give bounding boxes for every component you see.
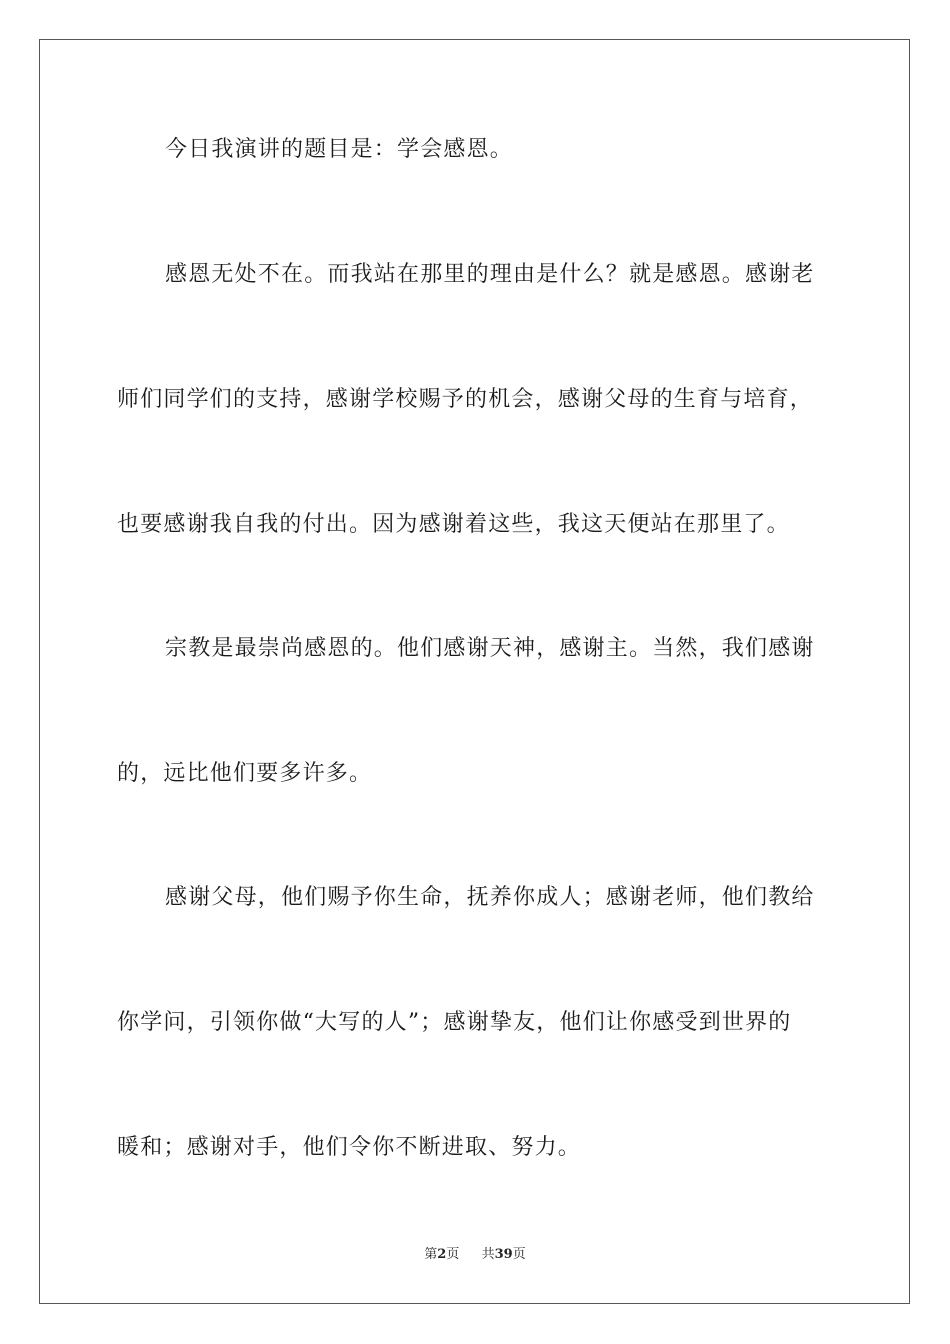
paragraph-line: 宗教是最崇尚感恩的。他们感谢天神，感谢主。当然，我们感谢 (165, 636, 815, 661)
page-suffix: 页 (446, 1247, 460, 1262)
paragraph-line: 的，远比他们要多许多。 (117, 761, 373, 786)
paragraph-line: 今日我演讲的题目是：学会感恩。 (165, 137, 514, 162)
page-number: 2 (437, 1247, 447, 1262)
paragraph-line: 师们同学们的支持，感谢学校赐予的机会，感谢父母的生育与培育， (117, 387, 814, 412)
paragraph-line: 暖和；感谢对手，他们令你不断进取、努力。 (117, 1135, 582, 1160)
paragraph-line: 感谢父母，他们赐予你生命，抚养你成人；感谢老师，他们教给 (165, 885, 815, 910)
page-border (39, 39, 910, 1304)
page-footer (0, 1246, 950, 1264)
paragraph-line: 你学问，引领你做“大写的人”；感谢挚友，他们让你感受到世界的 (117, 1010, 792, 1035)
total-suffix: 页 (512, 1247, 526, 1262)
total-prefix: 共 (481, 1247, 495, 1262)
page-prefix: 第 (424, 1247, 438, 1262)
total-pages: 39 (494, 1247, 513, 1262)
paragraph-line: 也要感谢我自我的付出。因为感谢着这些，我这天便站在那里了。 (117, 512, 790, 537)
paragraph-line: 感恩无处不在。而我站在那里的理由是什么？就是感恩。感谢老 (165, 262, 815, 287)
